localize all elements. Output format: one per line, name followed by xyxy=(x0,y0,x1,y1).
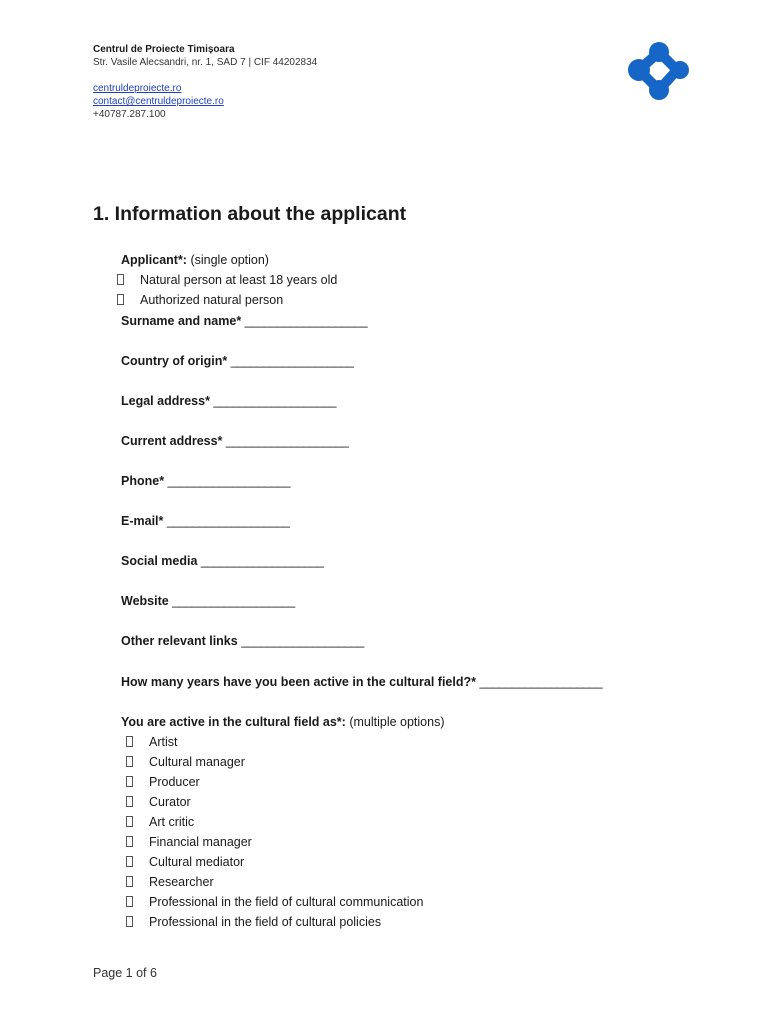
role-option[interactable]: Researcher xyxy=(126,875,214,889)
field-phone[interactable]: Phone* ___________________ xyxy=(121,474,291,488)
checkbox-icon[interactable] xyxy=(126,856,133,867)
field-social-media[interactable]: Social media ___________________ xyxy=(121,554,324,568)
checkbox-icon[interactable] xyxy=(117,274,124,285)
fill-in-blank[interactable]: ___________________ xyxy=(241,634,364,648)
page-number: Page 1 of 6 xyxy=(93,966,157,980)
checkbox-icon[interactable] xyxy=(126,796,133,807)
field-legal-address[interactable]: Legal address* ___________________ xyxy=(121,394,337,408)
role-option[interactable]: Producer xyxy=(126,775,200,789)
field-other-links[interactable]: Other relevant links ___________________ xyxy=(121,634,364,648)
organization-name: Centrul de Proiecte Timișoara xyxy=(93,44,235,55)
website-link[interactable]: centruldeproiecte.ro xyxy=(93,83,182,94)
field-years-active[interactable]: How many years have you been active in the cultural field?* ___________________ xyxy=(121,675,603,689)
phone-number: +40787.287.100 xyxy=(93,109,166,120)
role-option[interactable]: Professional in the field of cultural policies xyxy=(126,915,381,929)
letterhead xyxy=(93,43,317,121)
checkbox-icon[interactable] xyxy=(126,836,133,847)
applicant-hint: (single option) xyxy=(186,253,269,267)
checkbox-icon[interactable] xyxy=(126,756,133,767)
roles-label: You are active in the cultural field as*: xyxy=(121,715,346,729)
fill-in-blank[interactable]: ___________________ xyxy=(225,434,349,448)
field-website[interactable]: Website ___________________ xyxy=(121,594,295,608)
role-option[interactable]: Professional in the field of cultural communication xyxy=(126,895,423,909)
applicant-label: Applicant*: xyxy=(121,253,187,267)
role-option[interactable]: Cultural mediator xyxy=(126,855,244,869)
field-country-of-origin[interactable]: Country of origin* ___________________ xyxy=(121,354,354,368)
roles-hint: (multiple options) xyxy=(345,715,445,729)
checkbox-icon[interactable] xyxy=(126,816,133,827)
role-option[interactable]: Financial manager xyxy=(126,835,252,849)
applicant-question xyxy=(121,253,269,267)
organization-logo-icon xyxy=(625,40,693,102)
fill-in-blank[interactable]: ___________________ xyxy=(167,474,291,488)
fill-in-blank[interactable]: ___________________ xyxy=(244,314,368,328)
role-option[interactable]: Curator xyxy=(126,795,191,809)
fill-in-blank[interactable]: ___________________ xyxy=(230,354,354,368)
fill-in-blank[interactable]: ___________________ xyxy=(479,675,603,689)
fill-in-blank[interactable]: ___________________ xyxy=(166,514,290,528)
organization-address: Str. Vasile Alecsandri, nr. 1, SAD 7 | CIF 44202834 xyxy=(93,57,318,68)
role-option[interactable]: Artist xyxy=(126,735,177,749)
fill-in-blank[interactable]: ___________________ xyxy=(200,554,324,568)
field-email[interactable]: E-mail* ___________________ xyxy=(121,514,290,528)
section-title: 1. Information about the applicant xyxy=(93,203,407,225)
applicant-option-natural-person[interactable]: Natural person at least 18 years old xyxy=(117,273,337,287)
applicant-option-authorized-person[interactable]: Authorized natural person xyxy=(117,293,283,307)
role-option[interactable]: Cultural manager xyxy=(126,755,245,769)
roles-question xyxy=(121,715,445,729)
checkbox-icon[interactable] xyxy=(126,736,133,747)
email-link[interactable]: contact@centruldeproiecte.ro xyxy=(93,96,224,107)
field-surname-name[interactable]: Surname and name* ___________________ xyxy=(121,314,368,328)
checkbox-icon[interactable] xyxy=(126,896,133,907)
checkbox-icon[interactable] xyxy=(117,294,124,305)
role-option[interactable]: Art critic xyxy=(126,815,194,829)
checkbox-icon[interactable] xyxy=(126,876,133,887)
fill-in-blank[interactable]: ___________________ xyxy=(172,594,295,608)
fill-in-blank[interactable]: ___________________ xyxy=(213,394,337,408)
checkbox-icon[interactable] xyxy=(126,776,133,787)
checkbox-icon[interactable] xyxy=(126,916,133,927)
field-current-address[interactable]: Current address* ___________________ xyxy=(121,434,349,448)
